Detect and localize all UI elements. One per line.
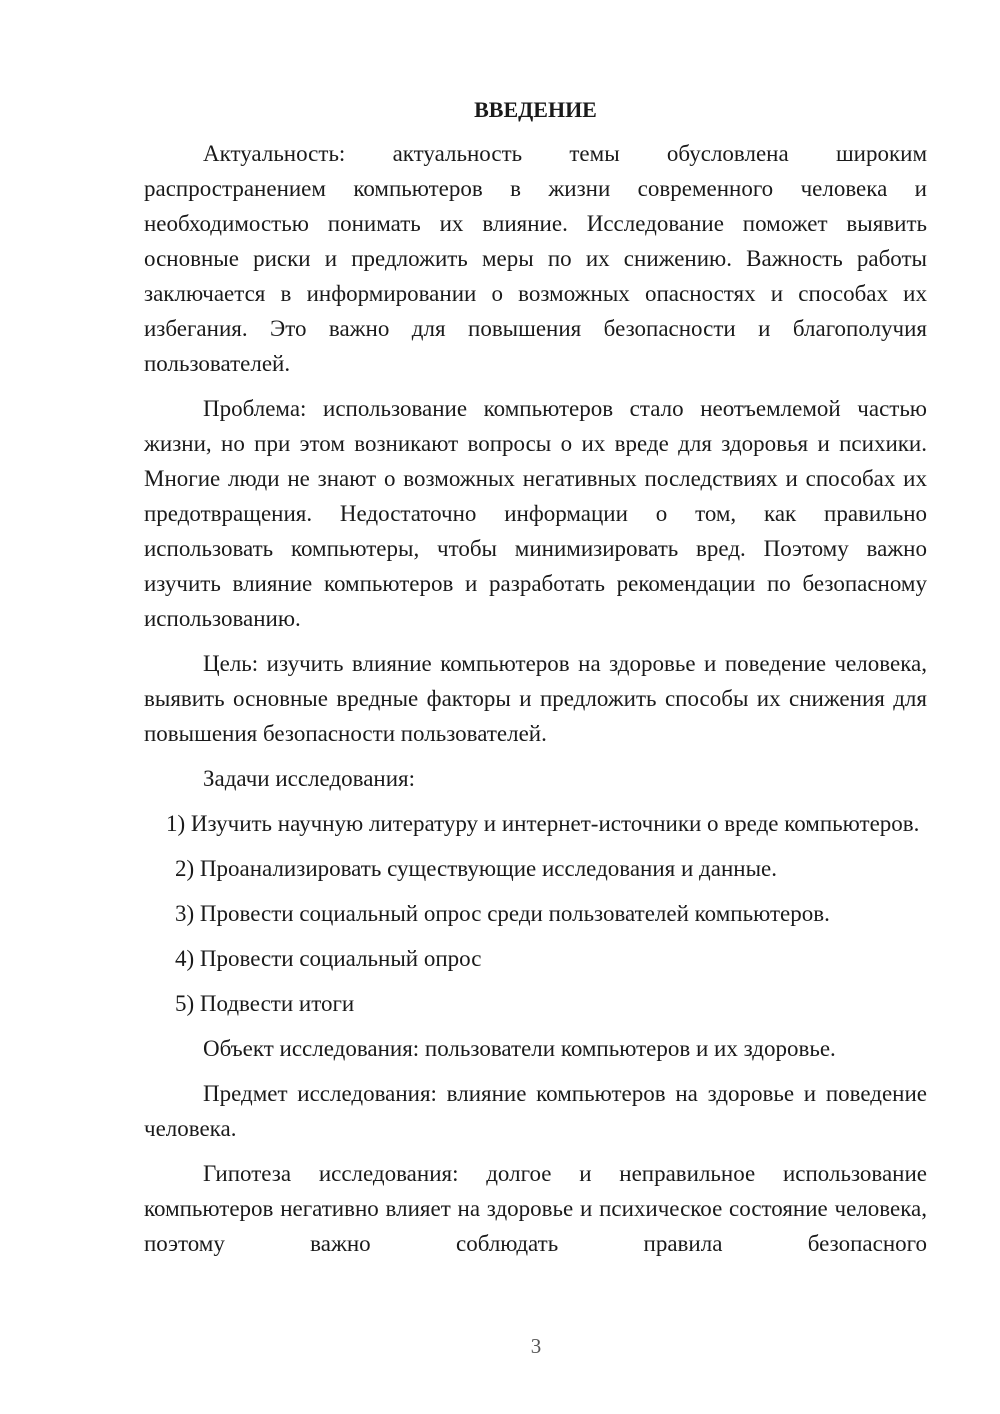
tasks-heading: Задачи исследования: (203, 766, 416, 791)
paragraph-problem: Проблема: использование компьютеров стало неотъемлемой частью жизни, но при этом возникают вопросы о их вреде для здоровья и психики. Многие люди не знают о возможных негативных последствиях и способах их предотвращения. Недостаточно информации о том, как правильно использовать компьютеры, чтобы минимизировать вред. Поэтому важно изучить влияние компьютеров и разработать рекомендации по безопасному использованию. (144, 396, 927, 631)
paragraph-goal: Цель: изучить влияние компьютеров на здоровье и поведение человека, выявить основные вредные факторы и предложить способы их снижения для повышения безопасности пользователей. (144, 651, 927, 746)
section-title: ВВЕДЕНИЕ (474, 97, 597, 122)
task-item-1: 1) Изучить научную литературу и интернет-источники о вреде компьютеров. (166, 811, 920, 836)
task-item-2: 2) Проанализировать существующие исследования и данные. (175, 856, 777, 881)
paragraph-hypothesis: Гипотеза исследования: долгое и неправильное использование компьютеров негативно влияет на здоровье и психическое состояние человека, поэтому важно соблюдать правила безопасного (144, 1161, 927, 1256)
task-item-4: 4) Провести социальный опрос (175, 946, 482, 971)
paragraph-relevance: Актуальность: актуальность темы обусловлена широким распространением компьютеров в жизни современного человека и необходимостью понимать их влияние. Исследование поможет выявить основные риски и предложить меры по их снижению. Важность работы заключается в информировании о возможных опасностях и способах их избегания. Это важно для повышения безопасности и благополучия пользователей. (144, 141, 927, 376)
page-content (144, 96, 927, 1271)
page-number: 3 (530, 1334, 542, 1358)
task-item-5: 5) Подвести итоги (175, 991, 355, 1016)
paragraph-subject: Предмет исследования: влияние компьютеров на здоровье и поведение человека. (144, 1081, 927, 1141)
task-item-3: 3) Провести социальный опрос среди пользователей компьютеров. (175, 901, 830, 926)
paragraph-object: Объект исследования: пользователи компьютеров и их здоровье. (203, 1036, 836, 1061)
